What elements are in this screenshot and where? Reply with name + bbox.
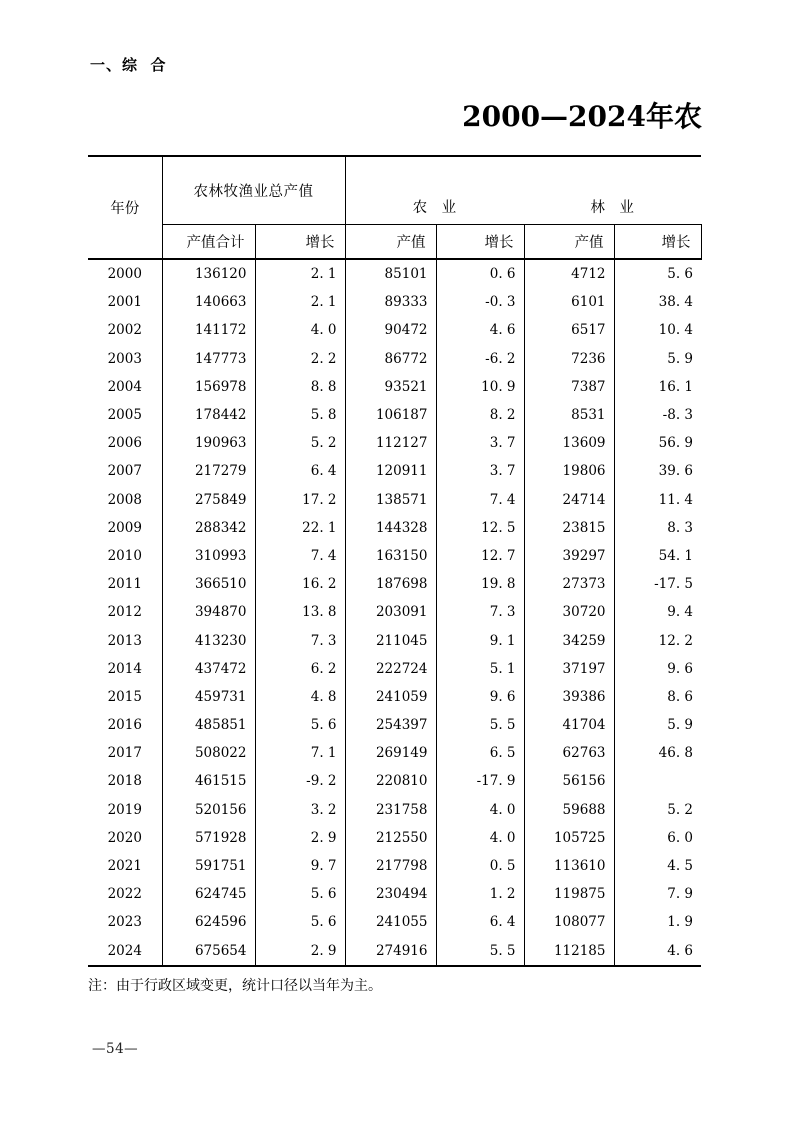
value-cell: 5. 6 bbox=[255, 908, 345, 936]
col-group-forestry: 林 业 bbox=[590, 200, 634, 216]
value-cell: 37197 bbox=[524, 655, 614, 683]
col-header-year: 年份 bbox=[88, 156, 162, 259]
value-cell: 212550 bbox=[345, 824, 436, 852]
value-cell: 1. 2 bbox=[436, 880, 524, 908]
value-cell: 19806 bbox=[524, 457, 614, 485]
value-cell: 89333 bbox=[345, 288, 436, 316]
year-cell: 2020 bbox=[88, 824, 162, 852]
value-cell: 23815 bbox=[524, 514, 614, 542]
year-cell: 2009 bbox=[88, 514, 162, 542]
value-cell: 16. 1 bbox=[658, 378, 693, 395]
value-cell: 485851 bbox=[162, 711, 255, 739]
col-group-agriculture-forestry bbox=[345, 156, 701, 225]
year-cell: 2007 bbox=[88, 457, 162, 485]
table-row bbox=[88, 711, 701, 739]
value-cell: 288342 bbox=[162, 514, 255, 542]
value-cell: 4712 bbox=[524, 259, 614, 288]
value-cell: 30720 bbox=[524, 598, 614, 626]
col-group-agriculture: 农 业 bbox=[412, 200, 457, 216]
value-cell: 12. 7 bbox=[436, 542, 524, 570]
value-cell: 5. 8 bbox=[255, 401, 345, 429]
value-cell: 508022 bbox=[162, 739, 255, 767]
value-cell: 8. 8 bbox=[255, 373, 345, 401]
value-cell: 254397 bbox=[345, 711, 436, 739]
value-cell: 366510 bbox=[162, 570, 255, 598]
value-cell: 106187 bbox=[345, 401, 436, 429]
table-row bbox=[88, 542, 701, 570]
value-cell: 7. 4 bbox=[255, 542, 345, 570]
year-cell: 2022 bbox=[88, 880, 162, 908]
year-cell: 2016 bbox=[88, 711, 162, 739]
value-cell: 8. 6 bbox=[667, 688, 693, 705]
value-cell: 4. 6 bbox=[614, 937, 701, 966]
value-cell: 112127 bbox=[345, 429, 436, 457]
value-cell: 90472 bbox=[345, 316, 436, 344]
value-cell: 85101 bbox=[345, 259, 436, 288]
table-row bbox=[88, 880, 701, 908]
value-cell: 4. 6 bbox=[436, 316, 524, 344]
value-cell: 56156 bbox=[524, 767, 614, 795]
year-cell: 2014 bbox=[88, 655, 162, 683]
value-cell: 4. 5 bbox=[667, 858, 693, 875]
col-header-output-total: 产值合计 bbox=[162, 225, 255, 260]
value-cell: 7236 bbox=[524, 345, 614, 373]
value-cell: 119875 bbox=[524, 880, 614, 908]
value-cell: 0. 5 bbox=[436, 852, 524, 880]
value-cell: 5. 9 bbox=[667, 717, 693, 734]
value-cell: 46. 8 bbox=[658, 745, 693, 762]
value-cell: -0. 3 bbox=[436, 288, 524, 316]
value-cell: 93521 bbox=[345, 373, 436, 401]
value-cell: 86772 bbox=[345, 345, 436, 373]
value-cell: 13609 bbox=[524, 429, 614, 457]
year-cell: 2004 bbox=[88, 373, 162, 401]
value-cell: 459731 bbox=[162, 683, 255, 711]
value-cell: 5. 5 bbox=[436, 937, 524, 966]
value-cell: 56. 9 bbox=[658, 435, 693, 452]
value-cell: -6. 2 bbox=[436, 345, 524, 373]
value-cell: 2. 9 bbox=[255, 937, 345, 966]
value-cell: 144328 bbox=[345, 514, 436, 542]
value-cell: 10. 9 bbox=[436, 373, 524, 401]
value-cell: 217279 bbox=[162, 457, 255, 485]
value-cell: 4. 0 bbox=[436, 796, 524, 824]
value-cell: 241059 bbox=[345, 683, 436, 711]
year-cell: 2010 bbox=[88, 542, 162, 570]
value-cell: 9. 6 bbox=[667, 660, 693, 677]
year-cell: 2013 bbox=[88, 626, 162, 654]
value-cell: 156978 bbox=[162, 373, 255, 401]
value-cell: 9. 6 bbox=[436, 683, 524, 711]
year-cell: 2003 bbox=[88, 345, 162, 373]
table-row bbox=[88, 937, 701, 966]
table-row bbox=[88, 457, 701, 485]
value-cell: 7. 1 bbox=[255, 739, 345, 767]
page-number: —54— bbox=[92, 1041, 139, 1057]
value-cell: 437472 bbox=[162, 655, 255, 683]
value-cell: 2. 2 bbox=[255, 345, 345, 373]
year-cell: 2005 bbox=[88, 401, 162, 429]
value-cell: 6. 2 bbox=[255, 655, 345, 683]
value-cell: 675654 bbox=[162, 937, 255, 966]
value-cell: 413230 bbox=[162, 626, 255, 654]
value-cell: 1. 9 bbox=[667, 914, 693, 931]
value-cell: 5. 2 bbox=[255, 429, 345, 457]
value-cell: -9. 2 bbox=[255, 767, 345, 795]
value-cell: 7387 bbox=[524, 373, 614, 401]
value-cell: 2. 1 bbox=[255, 288, 345, 316]
value-cell: 6. 5 bbox=[436, 739, 524, 767]
header-row-subcolumns bbox=[88, 225, 701, 260]
value-cell: 147773 bbox=[162, 345, 255, 373]
table-row bbox=[88, 401, 701, 429]
value-cell: -17. 5 bbox=[654, 576, 693, 593]
value-cell: 2. 1 bbox=[255, 259, 345, 288]
value-cell: 217798 bbox=[345, 852, 436, 880]
value-cell: 140663 bbox=[162, 288, 255, 316]
col-header-output-forestry: 产值 bbox=[524, 225, 614, 260]
value-cell: 231758 bbox=[345, 796, 436, 824]
year-cell: 2023 bbox=[88, 908, 162, 936]
value-cell: 17. 2 bbox=[255, 486, 345, 514]
value-cell: 6517 bbox=[524, 316, 614, 344]
value-cell: 138571 bbox=[345, 486, 436, 514]
value-cell: 230494 bbox=[345, 880, 436, 908]
table-row bbox=[88, 796, 701, 824]
value-cell: 59688 bbox=[524, 796, 614, 824]
year-cell: 2011 bbox=[88, 570, 162, 598]
col-header-growth-forestry: 增长 bbox=[614, 225, 701, 260]
table-row bbox=[88, 626, 701, 654]
value-cell: 141172 bbox=[162, 316, 255, 344]
value-cell: 310993 bbox=[162, 542, 255, 570]
value-cell: 19. 8 bbox=[436, 570, 524, 598]
value-cell: 3. 7 bbox=[436, 457, 524, 485]
col-header-growth-total: 增长 bbox=[255, 225, 345, 260]
value-cell: 220810 bbox=[345, 767, 436, 795]
table-row bbox=[88, 316, 701, 344]
value-cell: 34259 bbox=[524, 626, 614, 654]
year-cell: 2002 bbox=[88, 316, 162, 344]
value-cell: 591751 bbox=[162, 852, 255, 880]
value-cell: 7. 4 bbox=[436, 486, 524, 514]
value-cell: 39. 6 bbox=[658, 463, 693, 480]
value-cell: 5. 5 bbox=[436, 711, 524, 739]
value-cell: 624596 bbox=[162, 908, 255, 936]
table-row bbox=[88, 598, 701, 626]
value-cell: 105725 bbox=[524, 824, 614, 852]
col-group-total-output: 农林牧渔业总产值 bbox=[162, 156, 345, 225]
table-row bbox=[88, 345, 701, 373]
table-row bbox=[88, 288, 701, 316]
year-cell: 2019 bbox=[88, 796, 162, 824]
year-cell: 2006 bbox=[88, 429, 162, 457]
table-row bbox=[88, 429, 701, 457]
table-row bbox=[88, 908, 701, 936]
value-cell: 9. 7 bbox=[255, 852, 345, 880]
value-cell: 6. 4 bbox=[255, 457, 345, 485]
year-cell: 2018 bbox=[88, 767, 162, 795]
value-cell: 5. 6 bbox=[667, 266, 693, 283]
value-cell: 394870 bbox=[162, 598, 255, 626]
section-heading: 一、综 合 bbox=[90, 56, 167, 74]
group-labels bbox=[346, 196, 702, 224]
year-cell: 2017 bbox=[88, 739, 162, 767]
table-row bbox=[88, 767, 701, 795]
value-cell: 3. 7 bbox=[436, 429, 524, 457]
value-cell: 269149 bbox=[345, 739, 436, 767]
value-cell: 520156 bbox=[162, 796, 255, 824]
value-cell: 2. 9 bbox=[255, 824, 345, 852]
value-cell: 274916 bbox=[345, 937, 436, 966]
value-cell: 7. 3 bbox=[436, 598, 524, 626]
year-cell: 2024 bbox=[88, 937, 162, 966]
value-cell: 5. 2 bbox=[667, 801, 693, 818]
value-cell: 120911 bbox=[345, 457, 436, 485]
table-row bbox=[88, 655, 701, 683]
table-row bbox=[88, 683, 701, 711]
value-cell: 12. 2 bbox=[658, 632, 693, 649]
value-cell: 7. 3 bbox=[255, 626, 345, 654]
value-cell: 38. 4 bbox=[658, 294, 693, 311]
data-table bbox=[88, 155, 702, 967]
value-cell: -17. 9 bbox=[436, 767, 524, 795]
table-row bbox=[88, 852, 701, 880]
value-cell: -8. 3 bbox=[662, 407, 693, 424]
value-cell: 187698 bbox=[345, 570, 436, 598]
value-cell: 113610 bbox=[524, 852, 614, 880]
year-cell: 2021 bbox=[88, 852, 162, 880]
value-cell: 27373 bbox=[524, 570, 614, 598]
value-cell: 6101 bbox=[524, 288, 614, 316]
value-cell: 5. 6 bbox=[255, 880, 345, 908]
value-cell: 8. 3 bbox=[667, 519, 693, 536]
value-cell: 0. 6 bbox=[436, 259, 524, 288]
value-cell: 275849 bbox=[162, 486, 255, 514]
value-cell: 4. 0 bbox=[436, 824, 524, 852]
value-cell: 7. 9 bbox=[667, 886, 693, 903]
page-title: 2000—2024年农 bbox=[462, 100, 702, 133]
value-cell: 39386 bbox=[524, 683, 614, 711]
table-row bbox=[88, 259, 701, 288]
col-header-growth-agriculture: 增长 bbox=[436, 225, 524, 260]
header-row-groups bbox=[88, 156, 701, 225]
value-cell: 4. 8 bbox=[255, 683, 345, 711]
value-cell: 54. 1 bbox=[658, 547, 693, 564]
value-cell: 9. 4 bbox=[667, 604, 693, 621]
year-cell: 2015 bbox=[88, 683, 162, 711]
value-cell: 163150 bbox=[345, 542, 436, 570]
value-cell: 41704 bbox=[524, 711, 614, 739]
value-cell: 16. 2 bbox=[255, 570, 345, 598]
value-cell: 624745 bbox=[162, 880, 255, 908]
value-cell: 136120 bbox=[162, 259, 255, 288]
value-cell: 108077 bbox=[524, 908, 614, 936]
year-cell: 2001 bbox=[88, 288, 162, 316]
value-cell: 222724 bbox=[345, 655, 436, 683]
table-body bbox=[88, 259, 701, 966]
value-cell: 461515 bbox=[162, 767, 255, 795]
value-cell: 241055 bbox=[345, 908, 436, 936]
value-cell: 5. 1 bbox=[436, 655, 524, 683]
col-header-output-agriculture: 产值 bbox=[345, 225, 436, 260]
value-cell: 62763 bbox=[524, 739, 614, 767]
value-cell: 571928 bbox=[162, 824, 255, 852]
year-cell: 2008 bbox=[88, 486, 162, 514]
value-cell: 178442 bbox=[162, 401, 255, 429]
table-row bbox=[88, 739, 701, 767]
value-cell: 6. 4 bbox=[436, 908, 524, 936]
value-cell: 39297 bbox=[524, 542, 614, 570]
value-cell: 4. 0 bbox=[255, 316, 345, 344]
value-cell: 22. 1 bbox=[255, 514, 345, 542]
value-cell: 10. 4 bbox=[658, 322, 693, 339]
value-cell: 211045 bbox=[345, 626, 436, 654]
value-cell: 12. 5 bbox=[436, 514, 524, 542]
value-cell: 9. 1 bbox=[436, 626, 524, 654]
value-cell: 8. 2 bbox=[436, 401, 524, 429]
value-cell bbox=[614, 767, 701, 795]
table-row bbox=[88, 486, 701, 514]
value-cell: 8531 bbox=[524, 401, 614, 429]
value-cell: 5. 6 bbox=[255, 711, 345, 739]
value-cell: 11. 4 bbox=[658, 491, 693, 508]
value-cell: 3. 2 bbox=[255, 796, 345, 824]
value-cell: 203091 bbox=[345, 598, 436, 626]
table-row bbox=[88, 514, 701, 542]
table-row bbox=[88, 570, 701, 598]
value-cell: 5. 9 bbox=[667, 350, 693, 367]
year-cell: 2012 bbox=[88, 598, 162, 626]
year-cell: 2000 bbox=[88, 259, 162, 288]
value-cell: 13. 8 bbox=[255, 598, 345, 626]
value-cell: 24714 bbox=[524, 486, 614, 514]
table-row bbox=[88, 373, 701, 401]
value-cell: 112185 bbox=[524, 937, 614, 966]
table-row bbox=[88, 824, 701, 852]
table-note: 注：由于行政区域变更，统计口径以当年为主。 bbox=[88, 978, 382, 994]
value-cell: 190963 bbox=[162, 429, 255, 457]
value-cell: 6. 0 bbox=[667, 829, 693, 846]
